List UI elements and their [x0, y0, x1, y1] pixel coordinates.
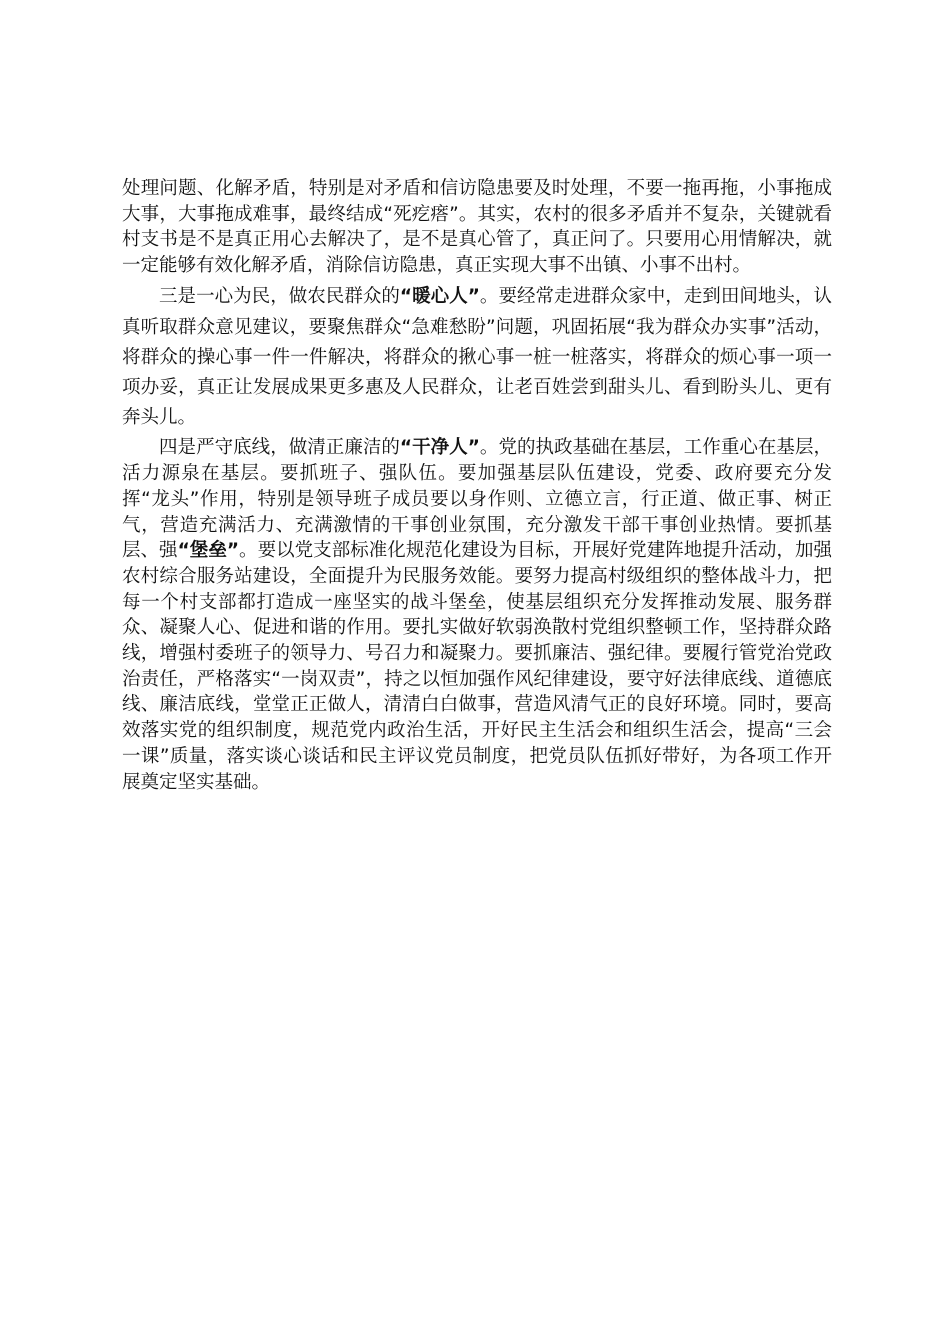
paragraph-1: 处理问题、化解矛盾，特别是对矛盾和信访隐患要及时处理，不要一拖再拖，小事拖成大事，大事拖成难事，最终结成“死疙瘩”。其实，农村的很多矛盾并不复杂，关键就看村支书是不是真正用心去解决了，是不是真心管了，真正问了。只要用心用情解决，就一定能够有效化解矛盾，消除信访隐患，真正实现大事不出镇、小事不出村。 [122, 178, 832, 276]
paragraph-3-emphasis-1: “干净人” [399, 437, 480, 459]
paragraph-3-emphasis-2: “堡垒” [177, 540, 240, 562]
paragraph-2 [122, 282, 832, 433]
paragraph-3-lead: 四是严守底线，做清正廉洁的 [159, 437, 400, 459]
document-body [122, 176, 832, 795]
paragraph-3 [122, 435, 832, 795]
paragraph-2-lead: 三是一心为民，做农民群众的 [159, 286, 400, 308]
paragraph-2-emphasis: “暖心人” [399, 286, 480, 308]
paragraph-2-body: 。要经常走进群众家中，走到田间地头，认真听取群众意见建议，要聚焦群众“急难愁盼”问题，巩固拓展“我为群众办实事”活动，将群众的操心事一件一件解决，将群众的揪心事一桩一桩落实，将群众的烦心事一项一项办妥，真正让发展成果更多惠及人民群众，让老百姓尝到甜头儿、看到盼头儿、更有奔头儿。 [122, 286, 832, 429]
paragraph-3-body-2: 。要以党支部标准化规范化建设为目标，开展好党建阵地提升活动，加强农村综合服务站建设，全面提升为民服务效能。要努力提高村级组织的整体战斗力，把每一个村支部都打造成一座坚实的战斗堡垒，使基层组织充分发挥推动发展、服务群众、凝聚人心、促进和谐的作用。要扎实做好软弱涣散村党组织整顿工作，坚持群众路线，增强村委班子的领导力、号召力和凝聚力。要抓廉洁、强纪律。要履行管党治党政治责任，严格落实“一岗双责”，持之以恒加强作风纪律建设，要守好法律底线、道德底线、廉洁底线，堂堂正正做人，清清白白做事，营造风清气正的良好环境。同时，要高效落实党的组织制度，规范党内政治生活，开好民主生活会和组织生活会，提高“三会一课”质量，落实谈心谈话和民主评议党员制度，把党员队伍抓好带好，为各项工作开展奠定坚实基础。 [122, 540, 832, 793]
paragraph-3-body-1: 。党的执政基础在基层，工作重心在基层，活力源泉在基层。要抓班子、强队伍。要加强基层队伍建设，党委、政府要充分发挥“龙头”作用，特别是领导班子成员要以身作则、立德立言，行正道、做正事、树正气，营造充满活力、充满激情的干事创业氛围，充分激发干部干事创业热情。要抓基层、强 [122, 437, 832, 562]
